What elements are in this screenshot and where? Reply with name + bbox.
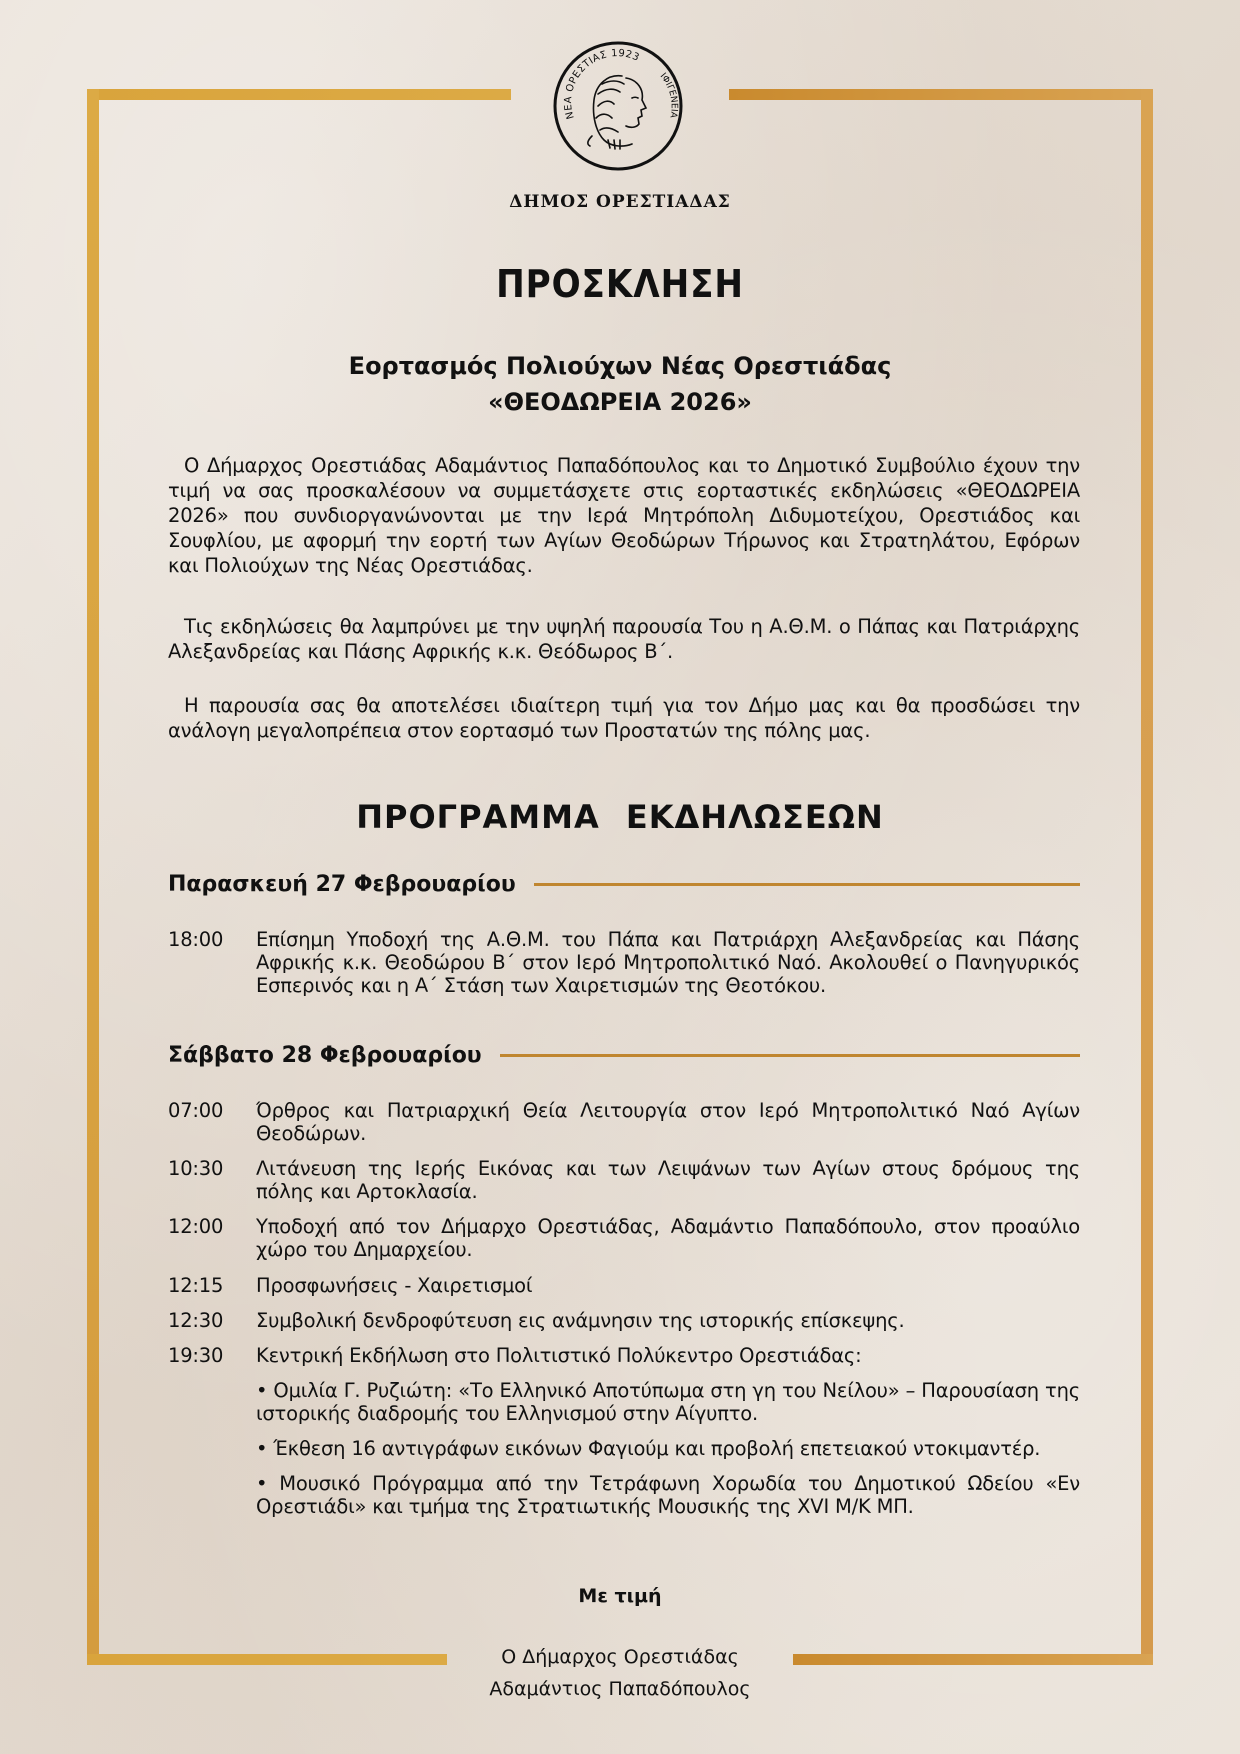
event-description: Όρθρος και Πατριαρχική Θεία Λειτουργία στον Ιερό Μητροπολιτικό Ναό Αγίων Θεοδώρων. (256, 1099, 1080, 1145)
day-rule (500, 1054, 1080, 1057)
event-item (168, 1344, 1080, 1367)
subtitle-line-2: «ΘΕΟΔΩΡΕΙΑ 2026» (488, 388, 752, 416)
event-time: 12:15 (168, 1274, 224, 1297)
frame-left (87, 89, 99, 1665)
subtitle-line-1: Εορτασμός Πολιούχων Νέας Ορεστιάδας (348, 352, 892, 380)
event-time: 10:30 (168, 1157, 224, 1180)
event-item (168, 1274, 1080, 1297)
event-time: 19:30 (168, 1344, 224, 1367)
day-rule (534, 883, 1080, 886)
frame-top-left (87, 89, 511, 100)
salutation: Με τιμή (578, 1585, 662, 1607)
organization-name: ΔΗΜΟΣ ΟΡΕΣΤΙΑΔΑΣ (509, 192, 731, 212)
seal-top-text: ΝΕΑ ΟΡΕΣΤΙΑΣ 1923 (563, 48, 642, 121)
event-description: Επίσημη Υποδοχή της Α.Θ.Μ. του Πάπα και Πατριάρχη Αλεξανδρείας και Πάσης Αφρικής κ.κ. Θεοδώρου Β΄ στον Ιερό Μητροπολιτικό Ναό. Ακολουθεί ο Πανηγυρικός Εσπερινός και η Α΄ Στάση των Χαιρετισμών της Θεοτόκου. (256, 928, 1080, 997)
invitation-paragraph: Ο Δήμαρχος Ορεστιάδας Αδαμάντιος Παπαδόπουλος και το Δημοτικό Συμβούλιο έχουν την τιμή να σας προσκαλέσουν να συμμετάσχετε στις εορταστικές εκδηλώσεις «ΘΕΟΔΩΡΕΙΑ 2026» που συνδιοργανώνονται με την Ιερά Μητρόπολη Διδυμοτείχου, Ορεστιάδος και Σουφλίου, με αφορμή την εορτή των Αγίων Θεοδώρων Τήρωνος και Στρατηλάτου, Εφόρων και Πολιούχων της Νέας Ορεστιάδας. (168, 454, 1080, 577)
guest-paragraph: Τις εκδηλώσεις θα λαμπρύνει με την υψηλή παρουσία Του η Α.Θ.Μ. ο Πάπας και Πατριάρχης Αλεξανδρείας και Πάσης Αφρικής κ.κ. Θεόδωρος Β΄. (168, 615, 1080, 663)
program-title: ΠΡΟΓΡΑΜΜΑ ΕΚΔΗΛΩΣΕΩΝ (356, 798, 884, 836)
event-time: 12:00 (168, 1215, 224, 1238)
event-item (168, 1157, 1080, 1203)
sub-event-item: • Ομιλία Γ. Ρυζιώτη: «Το Ελληνικό Αποτύπωμα στη γη του Νείλου» – Παρουσίαση της ιστορικής διαδρομής του Ελληνισμού στην Αίγυπτο. (256, 1379, 1080, 1425)
day-heading-friday (168, 872, 1080, 897)
frame-right (1141, 89, 1153, 1665)
signatory-name: Αδαμάντιος Παπαδόπουλος (489, 1678, 751, 1700)
event-item (168, 1099, 1080, 1145)
event-description: Προσφωνήσεις - Χαιρετισμοί (256, 1274, 533, 1297)
day-label: Σάββατο 28 Φεβρουαρίου (168, 1043, 482, 1068)
day-label: Παρασκευή 27 Φεβρουαρίου (168, 872, 516, 897)
page-title: ΠΡΟΣΚΛΗΣΗ (496, 262, 744, 306)
event-item (168, 928, 1080, 997)
event-time: 18:00 (168, 928, 224, 951)
event-description: Συμβολική δενδροφύτευση εις ανάμνησιν της ιστορικής επίσκεψης. (256, 1309, 905, 1332)
municipal-seal-icon (552, 40, 684, 172)
signatory-title: Ο Δήμαρχος Ορεστιάδας (501, 1646, 739, 1668)
frame-top-right (729, 89, 1153, 100)
event-description: Υποδοχή από τον Δήμαρχο Ορεστιάδας, Αδαμάντιο Παπαδόπουλο, στον προαύλιο χώρο του Δημαρχείου. (256, 1215, 1080, 1261)
closing-paragraph: Η παρουσία σας θα αποτελέσει ιδιαίτερη τιμή για τον Δήμο μας και θα προσδώσει την ανάλογη μεγαλοπρέπεια στον εορτασμό των Προστατών της πόλης μας. (168, 694, 1080, 742)
day-heading-saturday (168, 1043, 1080, 1068)
event-subtitle (0, 348, 1240, 420)
seal-side-text: ΙΦΙΓΕΝΕΙΑ (657, 71, 679, 119)
event-time: 12:30 (168, 1309, 224, 1332)
event-time: 07:00 (168, 1099, 224, 1122)
event-description: Κεντρική Εκδήλωση στο Πολιτιστικό Πολύκεντρο Ορεστιάδας: (256, 1344, 862, 1367)
event-item (168, 1215, 1080, 1261)
sub-event-item: • Μουσικό Πρόγραμμα από την Τετράφωνη Χορωδία του Δημοτικού Ωδείου «Εν Ορεστιάδι» και τμήμα της Στρατιωτικής Μουσικής της XVI Μ/Κ ΜΠ. (256, 1472, 1080, 1518)
event-item (168, 1309, 1080, 1332)
sub-event-item: • Έκθεση 16 αντιγράφων εικόνων Φαγιούμ και προβολή επετειακού ντοκιμαντέρ. (256, 1437, 1041, 1460)
event-description: Λιτάνευση της Ιερής Εικόνας και των Λειψάνων των Αγίων στους δρόμους της πόλης και Αρτοκλασία. (256, 1157, 1080, 1203)
